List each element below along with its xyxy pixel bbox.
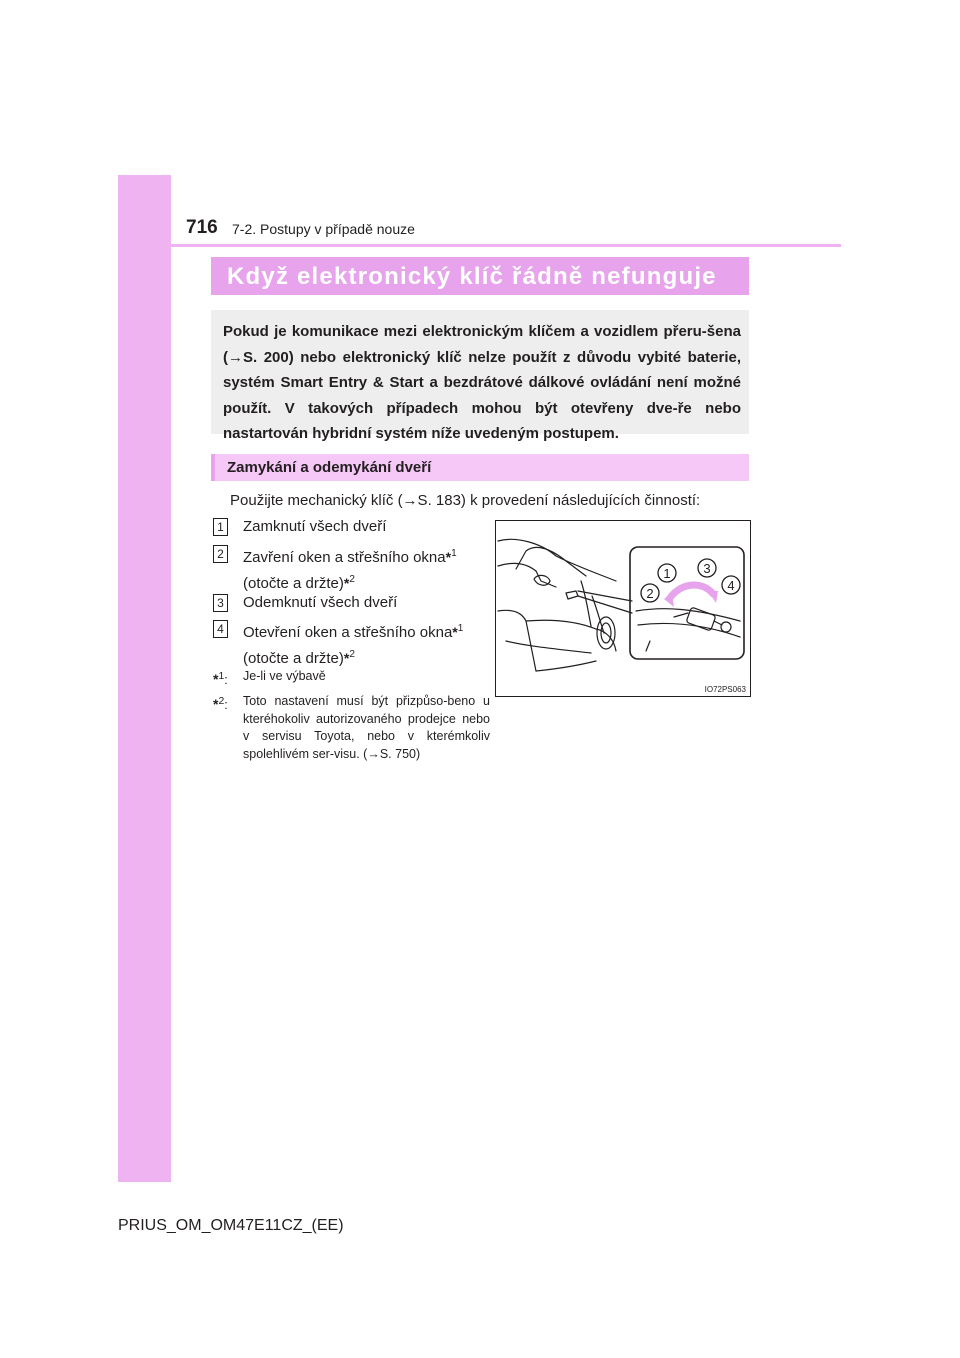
footnote-1: [213, 668, 490, 686]
section-title-bar: [211, 257, 749, 295]
footer-document-id: PRIUS_OM_OM47E11CZ_(EE): [118, 1217, 344, 1234]
callout-1: 1: [663, 566, 671, 581]
subsection-title-bar: [211, 454, 749, 481]
chapter-title: 7-2. Postupy v případě nouze: [232, 221, 415, 237]
page-number: 716: [186, 217, 218, 238]
step-number: 1: [213, 518, 228, 536]
step-text: Otevření oken a střešního okna*$^1$ (otočte a držte)*$^2$: [243, 623, 464, 667]
footnote-text: Toto nastavení musí být přizpůso-beno u kteréhokoliv autorizovaného prodejce nebo v servisu Toyota, nebo v kterémkoliv spolehlivém ser-visu. (→S. 750): [243, 694, 490, 761]
footnote-marker: *$^1$:: [213, 671, 228, 688]
header-rule: [171, 244, 841, 247]
callout-2: 2: [646, 586, 654, 601]
lead-text: Použijte mechanický klíč (→S. 183) k provedení následujících činností:: [230, 492, 701, 509]
step-number: 2: [213, 545, 228, 563]
subsection-accent: [211, 454, 215, 481]
step-text: Zavření oken a střešního okna*$^1$ (otočte a držte)*$^2$: [243, 548, 457, 592]
intro-box: [211, 310, 749, 442]
car-door-illustration: [496, 521, 750, 696]
side-tab-bar: [118, 175, 171, 1182]
footnote-text: Je-li ve výbavě: [243, 669, 326, 683]
callout-3: 3: [703, 561, 711, 576]
footnote-2: [213, 693, 490, 763]
subsection-title: Zamykání a odemykání dveří: [227, 459, 432, 476]
step-number: 4: [213, 620, 228, 638]
step-text: Zamknutí všech dveří: [243, 518, 387, 535]
figure-code: IO72PS063: [704, 685, 746, 694]
figure-door-key-illustration: [495, 520, 751, 697]
footnote-marker: *$^2$:: [213, 696, 228, 713]
callout-4: 4: [727, 578, 735, 593]
step-number: 3: [213, 594, 228, 612]
step-text: Odemknutí všech dveří: [243, 594, 398, 611]
intro-text: Pokud je komunikace mezi elektronickým klíčem a vozidlem přeru-šena (→S. 200) nebo elektronický klíč nelze použít z důvodu vybité baterie, systém Smart Entry & Start a bezdrátové dálkové ovládání není možné použít. V takových případech mohou být otevřeny dve-ře nebo nastartován hybridní systém níže uvedeným postupem.: [223, 323, 741, 442]
section-title: Když elektronický klíč řádně nefunguje: [227, 263, 717, 290]
